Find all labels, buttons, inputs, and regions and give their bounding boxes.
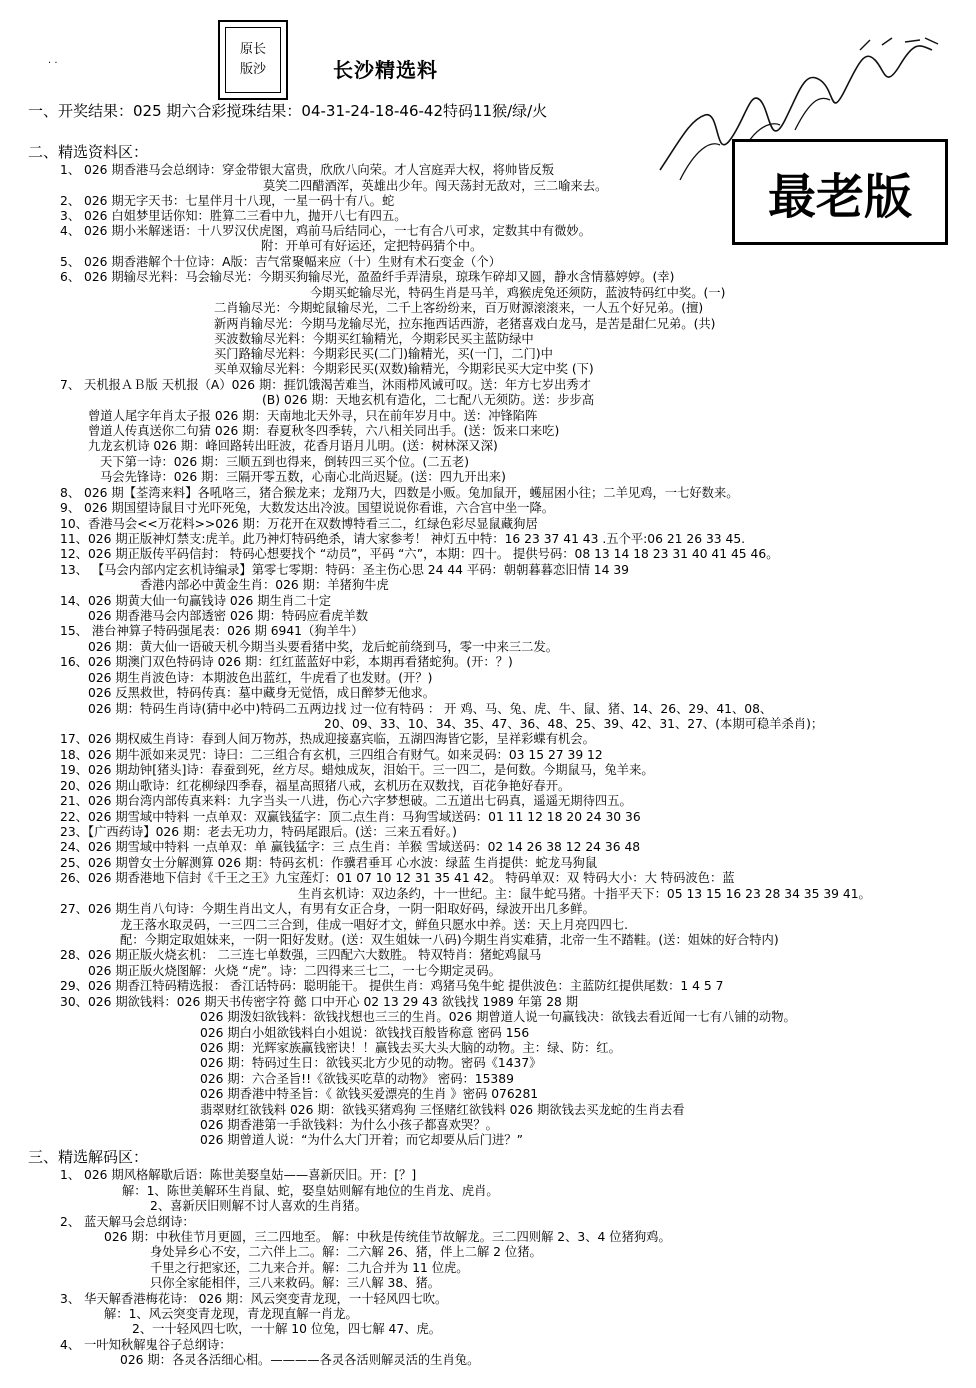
text-line: 5、 026 期香港解个十位诗：A版：吉气常聚幅来应（十）生财有术石变金（个） — [60, 255, 502, 269]
text-line: 2、一十轻风四七吹，一十解 10 位兔，四七解 47、虎。 — [132, 1322, 442, 1336]
text-line: 1、 026 期香港马会总纲诗：穿金带银大富贵，欣欣八向荣。才人宫庭弄大权，将帅皆反叛 — [60, 163, 555, 177]
text-line: 4、 一叶知秋解鬼谷子总纲诗： — [60, 1338, 232, 1352]
text-line: 20、026 期山歌诗：红花柳绿四季春，福星高照猪八戒，玄机历在双数找，百花争艳好春开。 — [60, 779, 571, 793]
text-line: 天下第一诗：026 期：三顺五到也得来，倒转四三买个位。(二五老) — [100, 455, 469, 469]
text-line: 3、 华天解香港梅花诗： 026 期：风云突变青龙现，一十轻风四七吹。 — [60, 1292, 448, 1306]
text-line: 10、香港马会<<万花料>>026 期：万花开在双数博特看三二，红绿色彩尽显鼠藏狗居 — [60, 517, 538, 531]
text-line: 026 期泼妇欲钱料：欲钱找想也三三的生肖。026 期曾道人说一句赢钱决：欲钱去看近闻一七有八铺的动物。 — [200, 1010, 796, 1024]
corner-mark: · · — [48, 58, 58, 69]
text-line: 11、026 期正版神灯禁支:虎羊。此乃神灯特码绝杀，请大家参考！ 神灯五中特：16 23 37 41 43 .五个平:06 21 26 33 45. — [60, 532, 746, 546]
text-line: 15、 港台神算子特码强尾表：026 期 6941（狗羊牛） — [60, 624, 364, 638]
text-line: 九龙玄机诗 026 期：峰回路转出旺波，花香月语月儿明。(送：树林深又深) — [88, 439, 498, 453]
text-line: 新两肖输尽光：今期马龙输尽光，拉东拖西话西游，老猪喜戏白龙马，是苦是甜仁兄弟。(共) — [214, 317, 716, 331]
text-line: 买门路输尽光料：今期彩民买(二门)输精光，买(一门，二门)中 — [214, 347, 553, 361]
text-line: 1、 026 期风格解歇后语：陈世美娶皇姑——喜新厌旧。开：[？] — [60, 1168, 417, 1182]
text-line: 30、026 期欲钱料：026 期天书传密字符 懿 口中开心 02 13 29 43 欲钱找 1989 年第 28 期 — [60, 995, 579, 1009]
stamp-line-1: 原长 — [239, 42, 266, 57]
text-line: 翡翠财红欲钱料 026 期：欲钱买猪鸡狗 三怪赌红欲钱料 026 期欲钱去买龙蛇的生肖去看 — [200, 1103, 685, 1117]
text-line: 26、026 期香港地下信封《千王之王》九宝莲灯：01 07 10 12 31 35 41 42。 特码单双：双 特码大小：大 特码波色：蓝 — [60, 871, 735, 885]
text-line: 3、 026 白姐梦里话你知：胜算二三看中九，抛开八七有四五。 — [60, 209, 407, 223]
text-line: 解：1、风云突变青龙现，青龙现直解一肖龙。 — [104, 1307, 358, 1321]
text-line: 附：开单可有好运还，定把特码猜个中。 — [261, 239, 483, 253]
text-line: 只你全家能相伴，三八来救码。解：三八解 38、猪。 — [150, 1276, 441, 1290]
text-line: 龙王落水取灵码，一三四二三合到，佳成一唱好才文，鲜鱼只愿水中养。送：天上月亮四四七. — [120, 918, 629, 932]
text-line: 25、026 期曾女士分解测算 026 期：特码玄机：作骥君垂耳 心水波：绿蓝 生肖提供：蛇龙马狗鼠 — [60, 856, 598, 870]
text-line: 9、 026 期国望诗鼠目寸光吓死兔，大数发达出冷波。国望说说你看谁，六合宫中坐一降。 — [60, 501, 555, 515]
text-line: 026 期：黄大仙一语破天机今期当头要看猪中奖，龙后蛇前绕到马，零一中来三二发。 — [88, 640, 559, 654]
text-line: 买波数输尽光料：今期买红输精光，今期彩民买主蓝防绿中 — [214, 332, 534, 346]
text-line: 7、 天机报ＡＢ版 天机报（A）026 期：捱饥饿渴苦难当，沐雨栉风诫可叹。送：年方七岁出秀才 — [60, 378, 592, 392]
text-line: 19、026 期劫钟[猪头]诗：春蚕到死，丝方尽。蜡烛成灰，泪始干。三一四二，是何数。今期鼠马，兔羊来。 — [60, 763, 654, 777]
page-title: 长沙精选料 — [333, 58, 438, 82]
stamp-line-2: 版沙 — [239, 62, 266, 77]
text-line: 16、026 期澳门双色特码诗 026 期：红红蓝蓝好中彩，本期再看猪蛇狗。(开：？) — [60, 655, 513, 669]
text-line: 23、【广西药诗】026 期：老去无功力，特码尾跟后。(送：三来五看好。) — [60, 825, 457, 839]
text-line: 配：今期定取姐妹来，一阴一阳好发财。(送：双生姐妹一八码)今期生肖实难猜，北帝一生不踏鞋。(送：姐妹的好合特内) — [120, 933, 779, 947]
text-line: 026 期香港中特圣旨：《 欲钱买爱漂亮的生肖 》密码 076281 — [200, 1087, 539, 1101]
text-line: 026 期：各灵各活细心相。————各灵各活则解灵活的生肖兔。 — [120, 1353, 480, 1367]
text-line: 026 期：六合圣旨!!《欲钱买吃草的动物》 密码：15389 — [200, 1072, 514, 1086]
text-line: 4、 026 期小米解迷语：十八罗汉伏虎图，鸡前马后结同心，一七有合八可求，定数其中有微妙。 — [60, 224, 591, 238]
section-heading: 三、精选解码区： — [28, 1148, 149, 1166]
text-line: 2、喜新厌旧则解不讨人喜欢的生肖猪。 — [150, 1199, 367, 1213]
section-heading: 二、精选资料区： — [28, 143, 149, 161]
text-line: 026 期香港马会内部透密 026 期：特码应看虎羊数 — [88, 609, 369, 623]
text-line: 2、 蓝天解马会总纲诗： — [60, 1215, 195, 1229]
text-line: 29、026 期香江特码精选报： 香江话特码：聪明能干。 提供生肖：鸡猪马兔牛蛇 提供波色：主蓝防红提供尾数：1 4 5 7 — [60, 979, 724, 993]
text-line: 28、026 期正版火烧玄机： 二三连七单数强，三四配六大数胜。 特双特肖：猪蛇鸡鼠马 — [60, 948, 542, 962]
text-line: 千里之行把家还，二九来合并。解：二九合并为 11 位虎。 — [150, 1261, 469, 1275]
text-line: 24、026 期雪域中特料 一点单双：单 赢钱猛字：三 点生肖：羊猴 雪域送码：02 14 26 38 12 24 36 48 — [60, 840, 641, 854]
text-line: 12、026 期正版传平码信封： 特码心想要找个 “动员”，平码 “六”，本期：四十。 提供号码：08 13 14 18 23 31 40 41 45 46。 — [60, 547, 779, 561]
text-line: 18、026 期牛派如来灵咒：诗曰：二三组合有玄机，三四组合有财气。如来灵码：03 15 27 39 12 — [60, 748, 603, 762]
text-line: 2、 026 期无字天书：七星伴月十八现，一星一码十有八。蛇 — [60, 194, 395, 208]
text-line: 8、 026 期【荃湾来料】各吼咯三，猪合猴龙来；龙翔乃大，四数是小贩。兔加鼠开，蠖屈困小往；二羊见鸡，一七好数来。 — [60, 486, 739, 500]
text-line: 马会先锋诗：026 期：三隔开零五数，心南心北尚迟疑。(送：四九开出来) — [100, 470, 506, 484]
text-line: 026 期生肖波色诗：本期波色出蓝红，牛虎看了也发财。(开？) — [88, 671, 433, 685]
text-line: 026 期白小姐欲钱料白小姐说：欲钱找百般皆称意 密码 156 — [200, 1026, 530, 1040]
text-line: 身处异乡心不安，二六伴上二。解：二六解 26、猪，伴上二解 2 位猪。 — [150, 1245, 542, 1259]
text-line: 20、09、33、10、34、35、47、36、48、25、39、42、31、27、(本期可稳羊杀肖)； — [324, 717, 824, 731]
text-line: 026 期：特码生肖诗(猜中必中)特码二五两边找 过一位有特码 ： 开 鸡、马、兔、虎、牛、鼠、猪、14、26、29、41、08、 — [88, 702, 773, 716]
text-line: 莫笑二四醋酒浑，英雄出少年。闯天荡封无敌对，三二喻来去。 — [263, 179, 608, 193]
text-line: (B) 026 期：天地玄机有造化，二七配八无须防。送：步步高 — [262, 393, 595, 407]
text-line: 曾道人传真送你二句猜 026 期：春夏秋冬四季转，六八相关同出手。(送：饭来口来吃) — [88, 424, 560, 438]
text-line: 生肖玄机诗：双边条约，十一世纪。主：鼠牛蛇马猪。十指平天下：05 13 15 16 23 28 34 35 39 41。 — [298, 887, 871, 901]
text-line: 17、026 期权威生肖诗：春到人间万物苏，热成迎接嘉宾临，五湖四海皆它影，呈祥彩蝶有机会。 — [60, 732, 595, 746]
stamp-box — [218, 20, 288, 100]
text-line: 026 期正版火烧图解：火烧 “虎”。诗：二四得来三七二，一七今期定灵码。 — [88, 964, 501, 978]
text-line: 026 期：光辉家族赢钱密诀！！赢钱去买大头大脑的动物。主：绿、防：红。 — [200, 1041, 621, 1055]
text-line: 今期买蛇输尽光，特码生肖是马羊，鸡猴虎兔还须防，蓝波特码红中奖。(一) — [310, 286, 726, 300]
text-line: 22、026 期雪域中特料 一点单双：双赢钱猛字：顶二点生肖：马狗雪域送码：01 11 12 18 20 24 30 36 — [60, 810, 641, 824]
section-heading: 一、开奖结果：025 期六合彩搅珠结果：04-31-24-18-46-42特码11猴/绿/火 — [28, 102, 548, 120]
text-line: 二肖输尽光：今期蛇鼠输尽光，二千上客纷纷来，百万财源滚滚来，一人五个好兄弟。(擅) — [214, 301, 704, 315]
stamp-inner — [225, 27, 281, 93]
oldest-version-badge: 最老版 — [732, 139, 948, 245]
text-line: 026 期香港第一手欲钱料：为什么小孩子都喜欢哭？。 — [200, 1118, 498, 1132]
text-line: 买单双输尽光料：今期彩民买(双数)输精光，今期彩民买大定中奖 (下) — [214, 362, 594, 376]
text-line: 026 期：中秋佳节月更圆，三二四地至。 解：中秋是传统佳节故解龙。三二四则解 2、3、4 位猪狗鸡。 — [104, 1230, 671, 1244]
text-line: 13、 【马会内部内定玄机诗编录】第零七零期：特码：圣主伤心思 24 44 平码：朝朝暮暮恋旧情 14 39 — [60, 563, 629, 577]
text-line: 026 反黑救世，特码传真：墓中藏身无觉悟，成日醉梦无他求。 — [88, 686, 436, 700]
text-line: 解：1、陈世美解环生肖鼠、蛇，娶皇姑则解有地位的生肖龙、虎肖。 — [122, 1184, 499, 1198]
text-line: 27、026 期生肖八句诗：今期生肖出文人，有男有女正合身，一阴一阳取好码，绿波开出几多鲜。 — [60, 902, 595, 916]
text-line: 曾道人尾字年肖太子报 026 期：天南地北天外寻，只在前年岁月中。送：冲锋陷阵 — [88, 409, 538, 423]
text-line: 6、 026 期输尽光料：马会输尽光：今期买狗输尽光，盈盈纤手弄清泉，琼珠乍碎却又圆，静水含情慕婷婷。(幸) — [60, 270, 675, 284]
text-line: 香港内部必中黄金生肖：026 期：羊猪狗牛虎 — [140, 578, 389, 592]
text-line: 14、026 期黄大仙一句赢钱诗 026 期生肖二十定 — [60, 594, 332, 608]
text-line: 21、026 期台湾内部传真来料：九字当头一八进，伤心六字梦想破。二五道出七码真，遥遥无期待四五。 — [60, 794, 632, 808]
text-line: 026 期曾道人说：“为什么大门开着；而它却要从后门进？” — [200, 1133, 523, 1147]
text-line: 026 期：特码过生日：欲钱买北方少见的动物。密码《1437》 — [200, 1056, 542, 1070]
